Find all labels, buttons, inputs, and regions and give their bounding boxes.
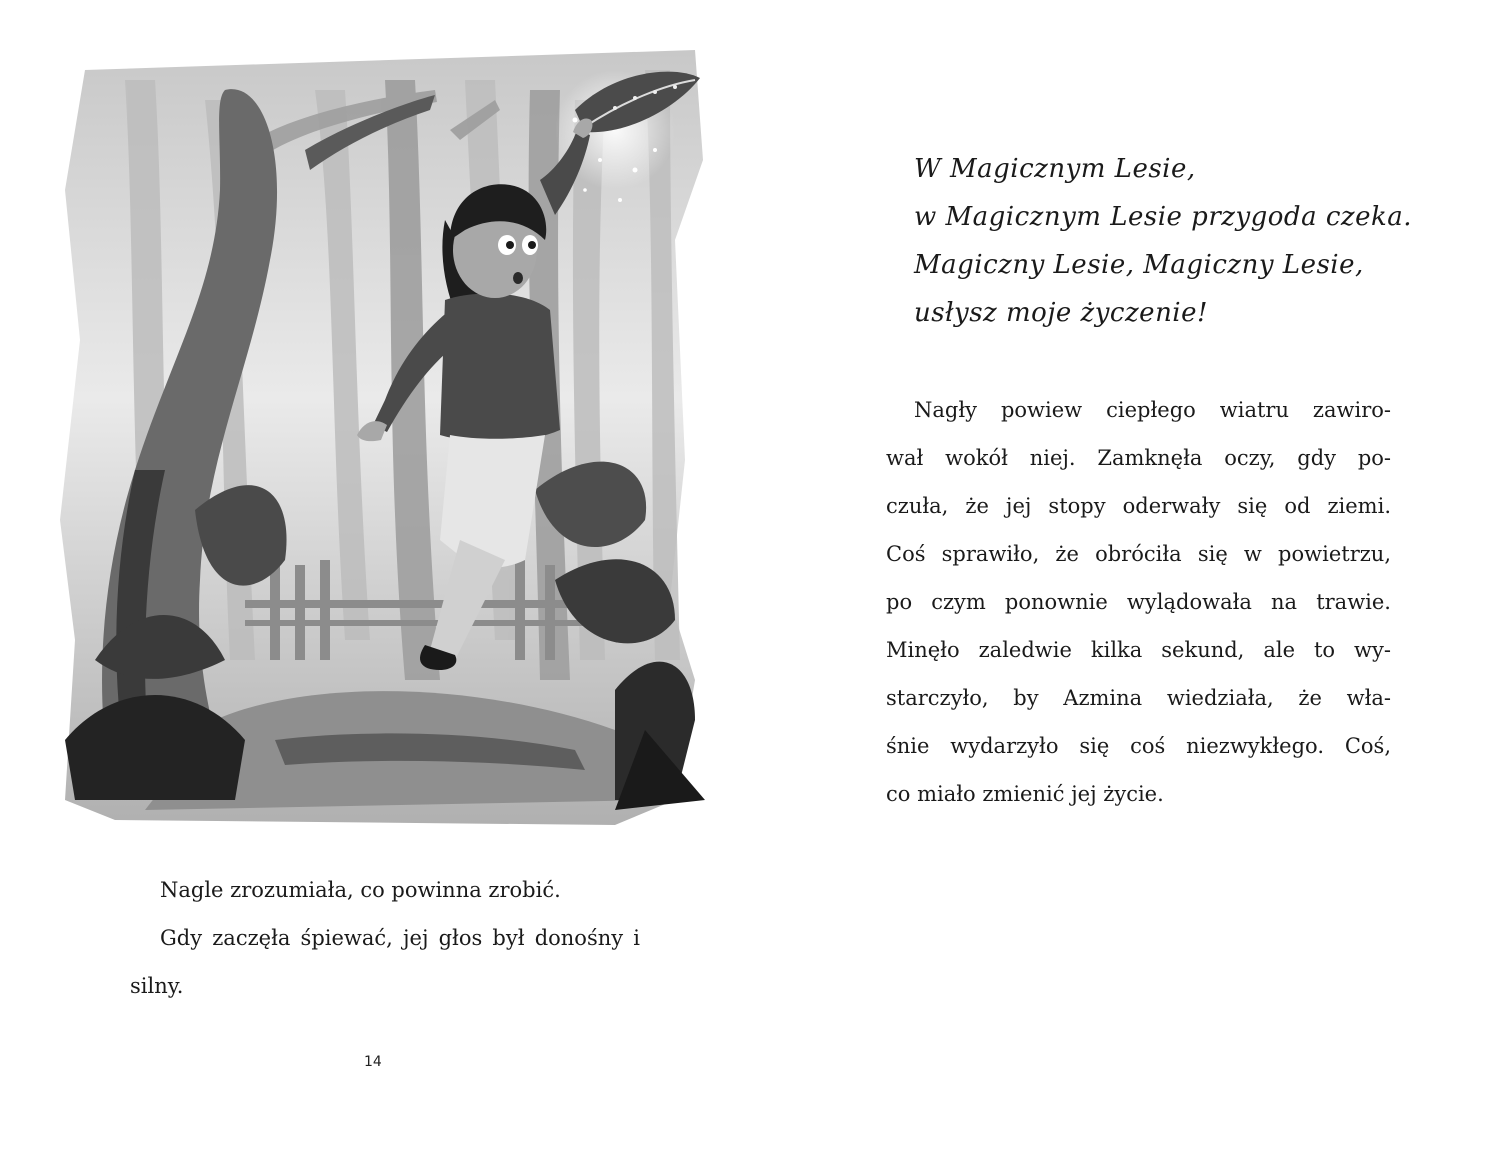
paragraph: Nagle zrozumiała, co powinna zrobić. [160, 878, 561, 902]
text-line: czuła, że jej stopy oderwały się od ziemi. [886, 494, 1391, 518]
verse-line: Magiczny Lesie, Magiczny Lesie, [914, 250, 1364, 280]
text-line: Minęło zaledwie kilka sekund, ale to wy- [886, 638, 1391, 662]
verse-line: W Magicznym Lesie, [914, 154, 1196, 184]
song-verse [914, 145, 1434, 337]
forest-illustration [55, 40, 705, 835]
verse-line: usłysz moje życzenie! [914, 298, 1208, 328]
verse-line: w Magicznym Lesie przygoda czeka. [914, 202, 1413, 232]
text-line: co miało zmienić jej życie. [886, 782, 1164, 806]
text-line: Coś sprawiło, że obróciła się w powietrzu, [886, 542, 1391, 566]
text-line: po czym ponownie wylądowała na trawie. [886, 590, 1391, 614]
text-line: wał wokół niej. Zamknęła oczy, gdy po- [886, 446, 1391, 470]
text-line: Nagły powiew ciepłego wiatru zawiro- [914, 398, 1391, 422]
paragraph: Gdy zaczęła śpiewać, jej głos był donośny i silny. [130, 926, 640, 998]
right-page-paragraph [886, 386, 1391, 818]
page-number: 14 [364, 1054, 382, 1070]
text-line: starczyło, by Azmina wiedziała, że wła- [886, 686, 1391, 710]
text-line: śnie wydarzyło się coś niezwykłego. Coś, [886, 734, 1391, 758]
left-page-text [130, 866, 640, 1010]
